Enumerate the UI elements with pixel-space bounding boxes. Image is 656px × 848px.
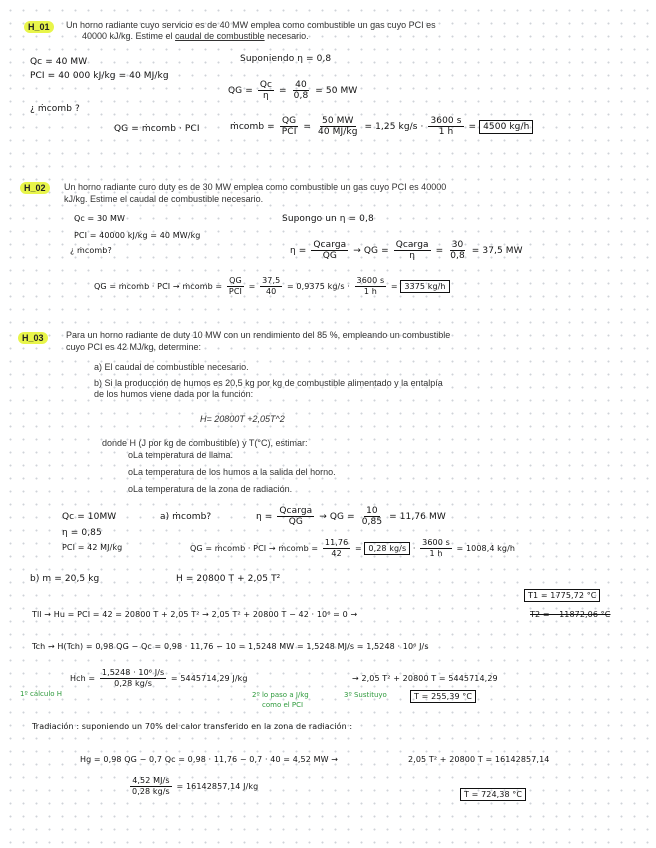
equation-hg: Hg = 0,98 QG − 0,7 Qc = 0,98 · 11,76 − 0,7 · 40 = 4,52 MW → <box>80 755 339 764</box>
part-b-mass: b) m = 20,5 kg <box>30 574 100 584</box>
denominator: 1 h <box>438 127 454 137</box>
denominator: PCI <box>281 127 297 137</box>
result-box: 0,28 kg/s <box>364 542 410 555</box>
fraction <box>394 240 431 261</box>
enthalpy-formula: H= 20800T +2,05T^2 <box>200 414 285 424</box>
eq-part: = 1008,4 kg/h <box>456 544 516 553</box>
statement-text: 40000 kJ/kg. Estime el <box>82 31 176 41</box>
fraction <box>100 668 166 689</box>
equation-tll: Tll → Hu = PCI = 42 = 20800 T + 2,05 T² → 2,05 T² + 20800 T − 42 · 10⁶ = 0 → <box>32 610 358 619</box>
part-b-enthalpy: H = 20800 T + 2,05 T² <box>176 574 281 584</box>
result-box: 4500 kg/h <box>479 120 533 134</box>
result-box: T1 = 1775,72 °C <box>524 589 600 602</box>
numerator: Qcarga <box>313 240 347 250</box>
annotation-note: como el PCI <box>262 701 304 709</box>
given-qc: Qc = 10MW <box>62 512 117 522</box>
denominator: QG <box>322 251 337 261</box>
result-box: T = 255,39 °C <box>410 690 476 703</box>
eq-part: QG = <box>228 86 253 96</box>
annotation-note: 1º cálculo H <box>20 690 63 698</box>
given-pci: PCI = 42 MJ/kg <box>62 543 123 552</box>
denominator: 0,85 <box>361 517 383 527</box>
annotation-note: 2º lo paso a J/kg <box>252 691 309 699</box>
question: ¿ ṁcomb? <box>70 246 112 255</box>
eq-part: = 16142857,14 J/kg <box>176 782 259 791</box>
eq-part: → QG = <box>319 512 355 522</box>
result-box: 3375 kg/h <box>400 280 449 293</box>
eq-part: = 37,5 MW <box>471 246 523 256</box>
numerator: QG <box>229 276 242 285</box>
statement-text: necesario. <box>264 31 309 41</box>
equation-mcomb: QG = ṁcomb · PCI → ṁcomb = $\frac{QG}{\text{PCI}}$ = $\frac{37,5}{40}$ = 0,9375 kg/s · $\frac{3600 s}{1 h}$ = 3375 kg/h <box>94 276 450 297</box>
problem-label-h03: H_03 <box>18 332 48 344</box>
discarded-root: T2 = −11872,06 °C <box>530 610 611 619</box>
eq-part: QG = ṁcomb · PCI → ṁcomb = <box>190 544 319 553</box>
fraction <box>277 506 314 527</box>
result-box: T = 724,38 °C <box>460 788 526 801</box>
numerator: Qcarga <box>279 506 313 516</box>
numerator: Qcarga <box>395 240 429 250</box>
numerator: 4,52 MJ/s <box>132 776 170 785</box>
fraction <box>258 80 274 101</box>
eq-part: η = <box>290 246 307 256</box>
bullet-item: oLa temperatura de los humos a la salida del horno. <box>128 467 336 477</box>
given-eta: η = 0,85 <box>62 528 102 538</box>
fraction <box>311 240 348 261</box>
part-a-label: a) ṁcomb? <box>160 512 212 522</box>
numerator: 30 <box>451 240 464 250</box>
numerator: 10 <box>366 506 378 516</box>
statement-underlined: caudal de combustible <box>175 31 265 41</box>
given-qc: Qc = 30 MW <box>74 214 126 223</box>
fraction <box>227 276 244 297</box>
denominator: 0,8 <box>293 91 309 101</box>
eq-part: = 50 MW <box>315 86 358 96</box>
equation-mcomb: ṁcomb = $\frac{QG}{\text{PCI}}$ = $\frac{50 MW}{40 MJ/kg}$ = 1,25 kg/s · $\frac{3600 s}{1 h}$ = 4500 kg/h <box>230 116 533 137</box>
fraction <box>360 506 384 527</box>
equation-eta: η = $\frac{\text{Qcarga}}{QG}$ → QG = $\frac{\text{Qcarga}}{\eta}$ = $\frac{30}{0,8}$ = 37,5 MW <box>290 240 523 261</box>
statement-line <box>82 31 309 42</box>
equation-hch-substitute: → 2,05 T² + 20800 T = 5445714,29 <box>352 674 498 683</box>
numerator: 37,5 <box>262 276 281 285</box>
equation-hch <box>70 668 248 689</box>
given-qc: Qc = 40 MW <box>30 57 88 67</box>
statement-line: Un horno radiante cuyo servicio es de 40 MW emplea como combustible un gas cuyo PCI es <box>66 20 436 30</box>
denominator: PCI <box>228 287 242 296</box>
fraction <box>355 276 387 297</box>
eq-part: = 1,25 kg/s · <box>364 122 424 132</box>
numerator: 50 MW <box>322 116 354 126</box>
fraction <box>323 538 350 559</box>
denominator: 40 <box>265 287 277 296</box>
item-b: de los humos viene dada por la función: <box>94 389 254 399</box>
eq-part: ṁcomb = <box>230 122 275 132</box>
fraction <box>448 240 467 261</box>
numerator: 3600 s <box>422 538 450 547</box>
numerator: 3600 s <box>430 116 462 126</box>
problem-label-h02: H_02 <box>20 182 50 194</box>
assumption: Supongo un η = 0,8 <box>282 214 374 224</box>
statement-line: cuyo PCI es 42 MJ/kg, determine: <box>66 342 202 352</box>
fraction <box>420 538 452 559</box>
denominator: 42 <box>331 549 342 558</box>
eq-part: = 5445714,29 J/kg <box>170 674 248 683</box>
fraction <box>316 116 360 137</box>
eq-part: → QG = <box>353 246 389 256</box>
eq-part: η = <box>256 512 273 522</box>
equation-qg <box>228 80 357 101</box>
numerator: 40 <box>295 80 307 90</box>
denominator: QG <box>288 517 303 527</box>
numerator: Qc <box>259 80 273 90</box>
assumption: Suponiendo η = 0,8 <box>240 54 332 64</box>
denominator: 1 h <box>363 287 377 296</box>
question: ¿ ṁcomb ? <box>30 104 80 114</box>
denominator: 0,8 <box>450 251 465 261</box>
eq-part: = 0,9375 kg/s · <box>286 282 350 291</box>
statement-line: donde H (J por kg de combustible) y T(°C), estimar: <box>102 438 308 448</box>
denominator: 40 MJ/kg <box>318 127 358 137</box>
numerator: 3600 s <box>356 276 385 285</box>
given-pci: PCI = 40 000 kJ/kg = 40 MJ/kg <box>30 71 169 81</box>
problem-label-h01: H_01 <box>24 21 54 33</box>
equation-trad-intro: Tradiación : suponiendo un 70% del calor transferido en la zona de radiación : <box>32 722 353 731</box>
bullet-item: oLa temperatura de la zona de radiación. <box>128 484 293 494</box>
annotation-note: 3º Sustituyo <box>344 691 387 699</box>
denominator: η <box>263 91 269 101</box>
eq-part: QG = ṁcomb · PCI → ṁcomb = <box>94 282 223 291</box>
denominator: 0,28 kg/s <box>132 787 170 796</box>
equation-mcomb: QG = ṁcomb · PCI → ṁcomb = $\frac{11,76}{42}$ = 0,28 kg/s · $\frac{3600 s}{1 h}$ = 1008,4 kg/h <box>190 538 516 558</box>
denominator: 0,28 kg/s <box>114 679 152 688</box>
statement-line: Para un horno radiante de duty 10 MW con un rendimiento del 85 %, empleando un combustible <box>66 330 451 340</box>
fraction <box>292 80 311 101</box>
eq-part: Hch = <box>70 674 96 683</box>
equation-eta <box>256 506 446 527</box>
given-pci: PCI = 40000 kJ/kg = 40 MW/kg <box>74 231 201 240</box>
fraction <box>130 776 172 797</box>
equation-qg-formula: QG = ṁcomb · PCI <box>114 124 200 134</box>
item-a: a) El caudal de combustible necesario. <box>94 362 249 372</box>
bullet-item: oLa temperatura de llama. <box>128 450 234 460</box>
equation-hg-substitute: 2,05 T² + 20800 T = 16142857,14 <box>408 755 550 764</box>
statement-line: Un horno radiante curo duty es de 30 MW emplea como combustible un gas cuyo PCI es 40000 <box>64 182 447 192</box>
fraction <box>260 276 282 297</box>
numerator: 1,5248 · 10⁶ J/s <box>101 668 165 677</box>
fraction <box>280 116 299 137</box>
item-b: b) Si la producción de humos es 20,5 kg por kg de combustible alimentado y la entalpía <box>94 378 443 388</box>
equation-tch: Tch → H(Tch) = 0,98 QG − Qc = 0,98 · 11,76 − 10 = 1,5248 MW = 1,5248 MJ/s = 1,5248 · 10⁶ J/s <box>32 642 429 651</box>
numerator: 11,76 <box>324 538 349 547</box>
equation-hg-perkg <box>128 776 258 797</box>
eq-part: = 11,76 MW <box>389 512 446 522</box>
fraction <box>428 116 463 137</box>
eq-part: = <box>279 86 287 96</box>
numerator: QG <box>281 116 297 126</box>
denominator: 1 h <box>429 549 443 558</box>
statement-line: kJ/kg. Estime el caudal de combustible necesario. <box>64 194 264 204</box>
denominator: η <box>409 251 416 261</box>
